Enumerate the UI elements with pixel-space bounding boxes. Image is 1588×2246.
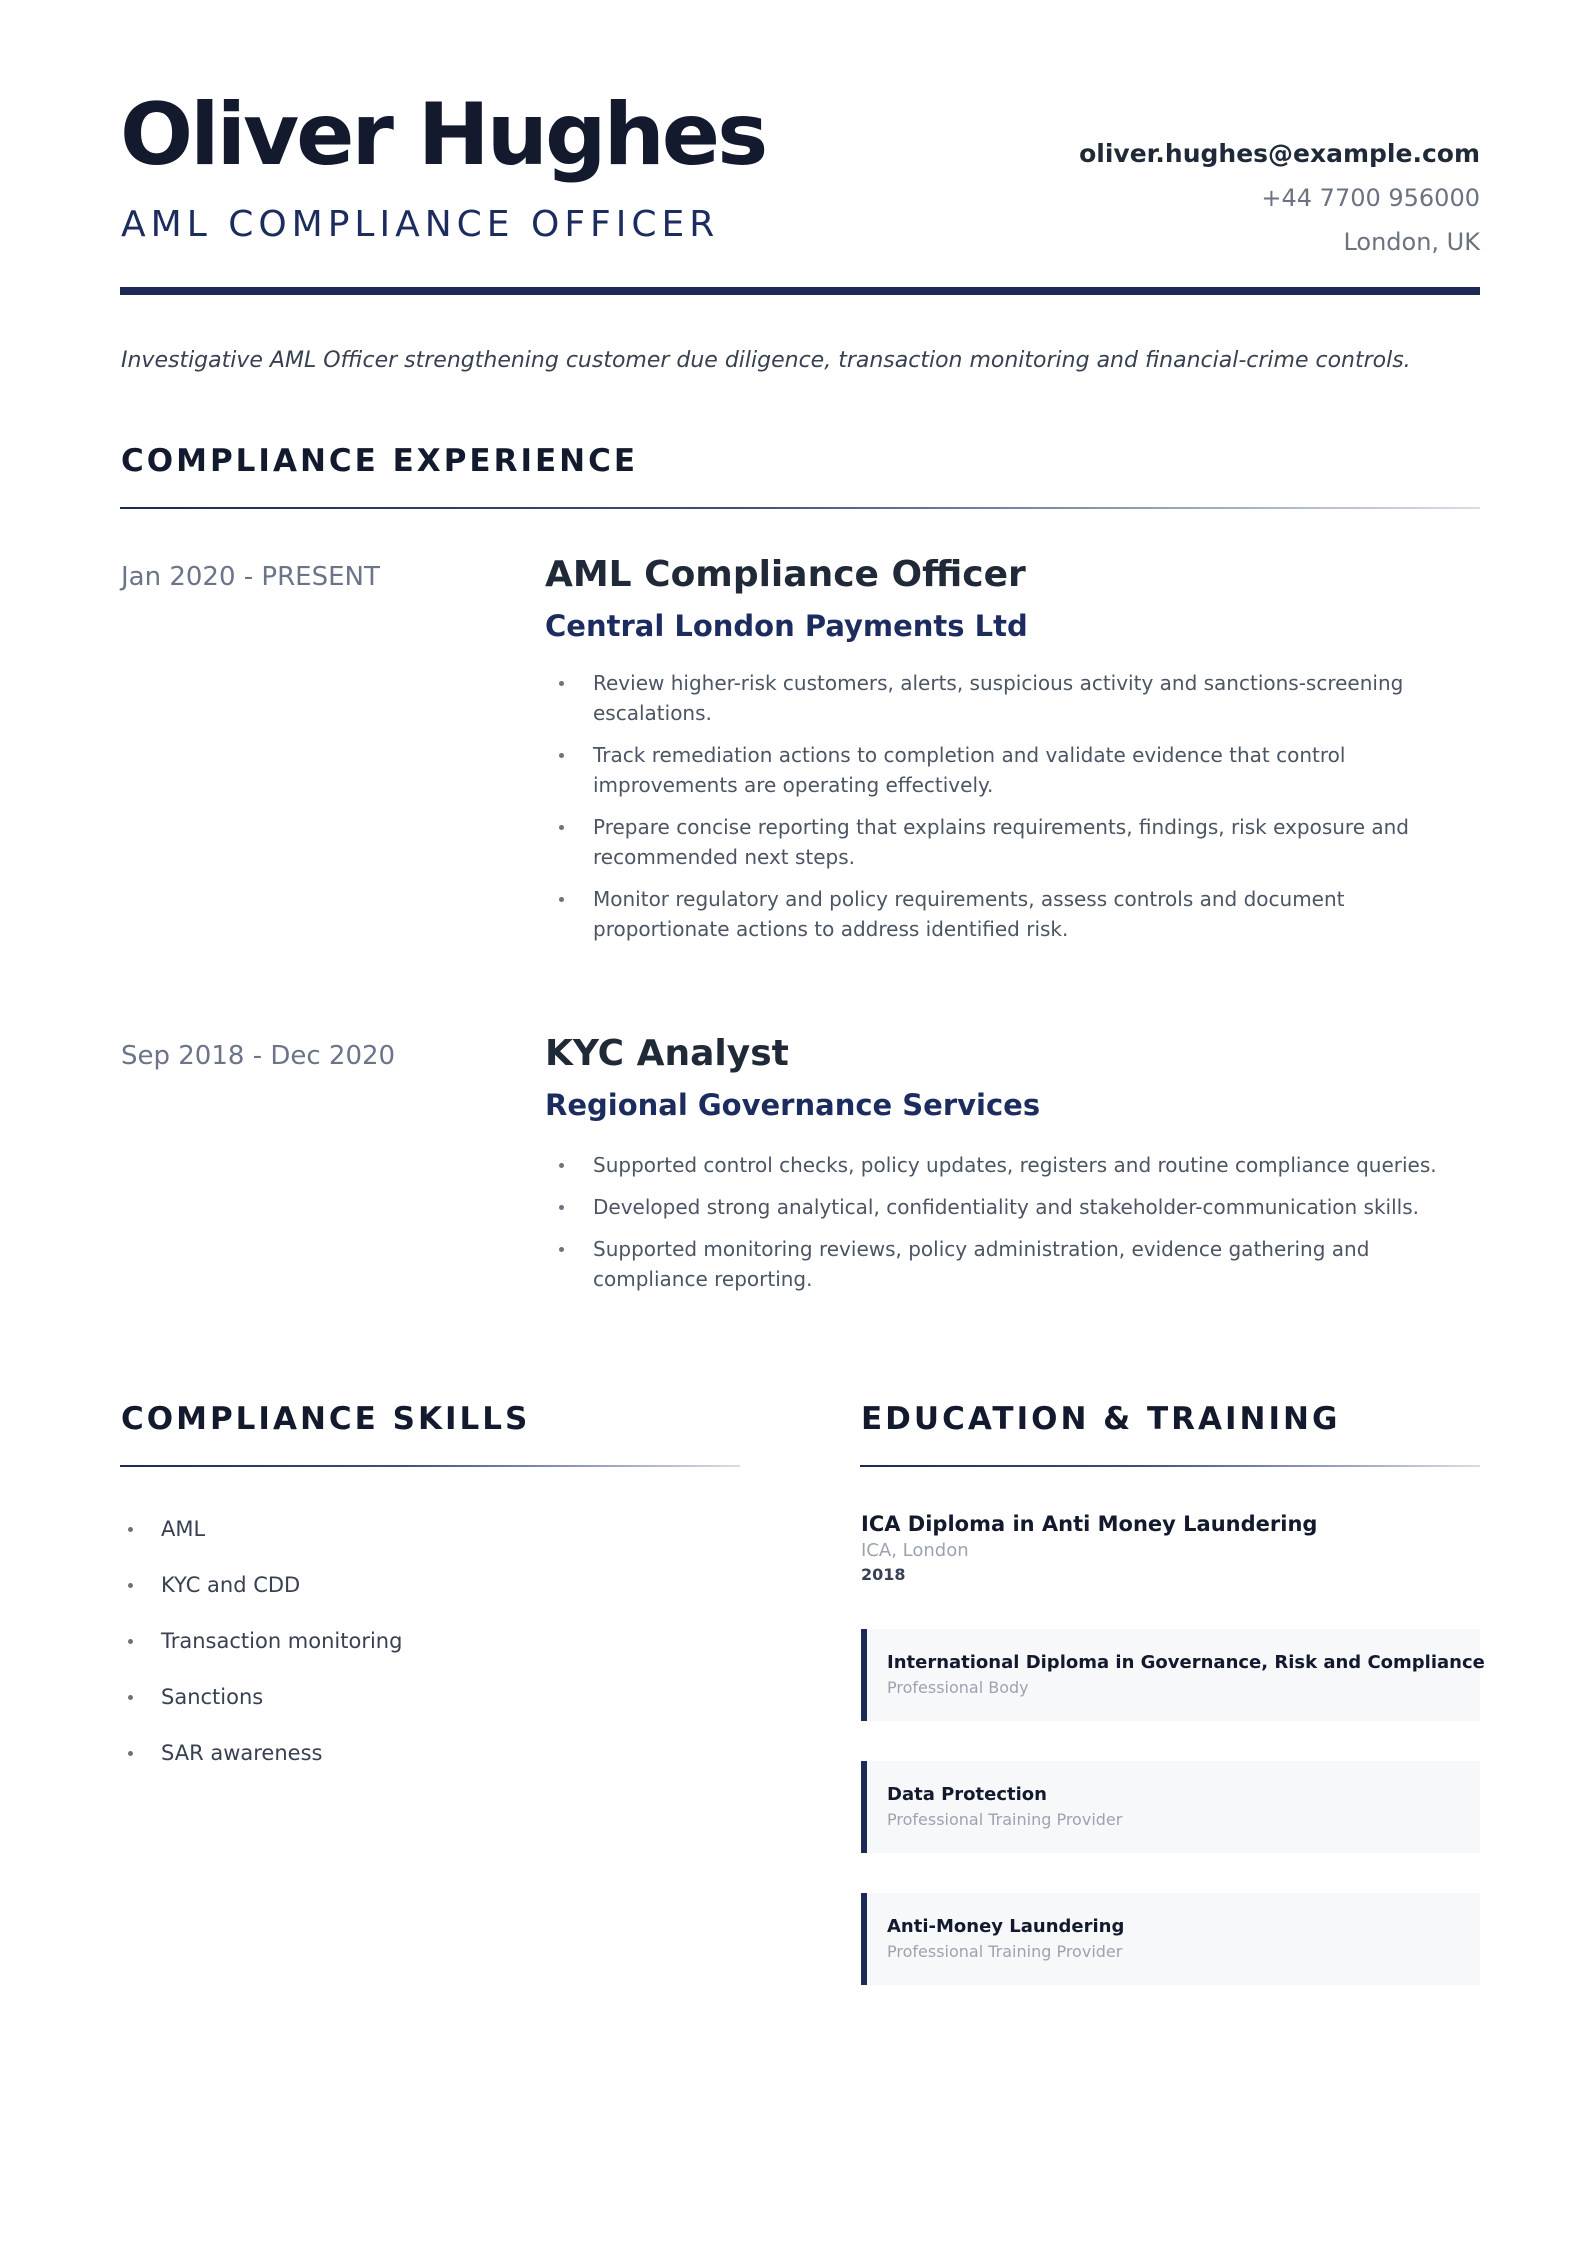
experience-heading: COMPLIANCE EXPERIENCE (121, 443, 639, 479)
job-bullet: Developed strong analytical, confidentiality and stakeholder-communication skills. (545, 1192, 1465, 1222)
job-bullets (545, 1150, 1465, 1306)
education-heading: EDUCATION & TRAINING (861, 1401, 1341, 1437)
training-title: Anti-Money Laundering (887, 1916, 1125, 1937)
candidate-role: AML COMPLIANCE OFFICER (121, 204, 720, 245)
job-bullet: Supported control checks, policy updates, registers and routine compliance queries. (545, 1150, 1465, 1180)
skill-item: KYC and CDD (121, 1570, 402, 1600)
contact-email[interactable]: oliver.hughes@example.com (1079, 139, 1480, 168)
education-year: 2018 (861, 1565, 906, 1584)
education-entry (861, 1510, 1317, 1586)
training-provider: Professional Body (887, 1678, 1029, 1697)
job-dates: Jan 2020 - PRESENT (121, 562, 380, 592)
skills-list (121, 1514, 402, 1794)
job-bullet: Prepare concise reporting that explains requirements, findings, risk exposure and recommended next steps. (545, 812, 1465, 872)
training-card (861, 1761, 1480, 1853)
training-card (861, 1629, 1485, 1721)
job-dates: Sep 2018 - Dec 2020 (121, 1041, 396, 1071)
candidate-name: Oliver Hughes (120, 85, 766, 185)
job-title: KYC Analyst (545, 1033, 789, 1074)
education-title: ICA Diploma in Anti Money Laundering (861, 1512, 1318, 1536)
job-title: AML Compliance Officer (545, 554, 1026, 595)
education-institution: ICA, London (861, 1540, 969, 1561)
job-bullet: Monitor regulatory and policy requirements, assess controls and document proportionate actions to address identified risk. (545, 884, 1465, 944)
job-company: Regional Governance Services (545, 1088, 1041, 1122)
training-provider: Professional Training Provider (887, 1810, 1123, 1829)
skill-item: SAR awareness (121, 1738, 402, 1768)
skills-divider (120, 1465, 740, 1467)
job-company: Central London Payments Ltd (545, 609, 1028, 643)
training-title: Data Protection (887, 1784, 1047, 1805)
skill-item: Sanctions (121, 1682, 402, 1712)
job-bullet: Supported monitoring reviews, policy administration, evidence gathering and compliance reporting. (545, 1234, 1465, 1294)
contact-location: London, UK (1343, 228, 1480, 256)
education-divider (860, 1465, 1480, 1467)
training-provider: Professional Training Provider (887, 1942, 1123, 1961)
skill-item: AML (121, 1514, 402, 1544)
job-bullets (545, 668, 1465, 956)
profile-summary: Investigative AML Officer strengthening customer due diligence, transaction monitoring and financial-crime controls. (121, 348, 1411, 373)
header-divider (120, 287, 1480, 295)
job-bullet: Track remediation actions to completion and validate evidence that control improvements are operating effectively. (545, 740, 1465, 800)
contact-block (1079, 132, 1480, 264)
training-title: International Diploma in Governance, Risk and Compliance (887, 1652, 1485, 1673)
training-card (861, 1893, 1480, 1985)
experience-divider (120, 507, 1480, 509)
skill-item: Transaction monitoring (121, 1626, 402, 1656)
contact-phone: +44 7700 956000 (1261, 184, 1480, 212)
skills-heading: COMPLIANCE SKILLS (121, 1401, 531, 1437)
job-bullet: Review higher-risk customers, alerts, suspicious activity and sanctions-screening escalations. (545, 668, 1465, 728)
